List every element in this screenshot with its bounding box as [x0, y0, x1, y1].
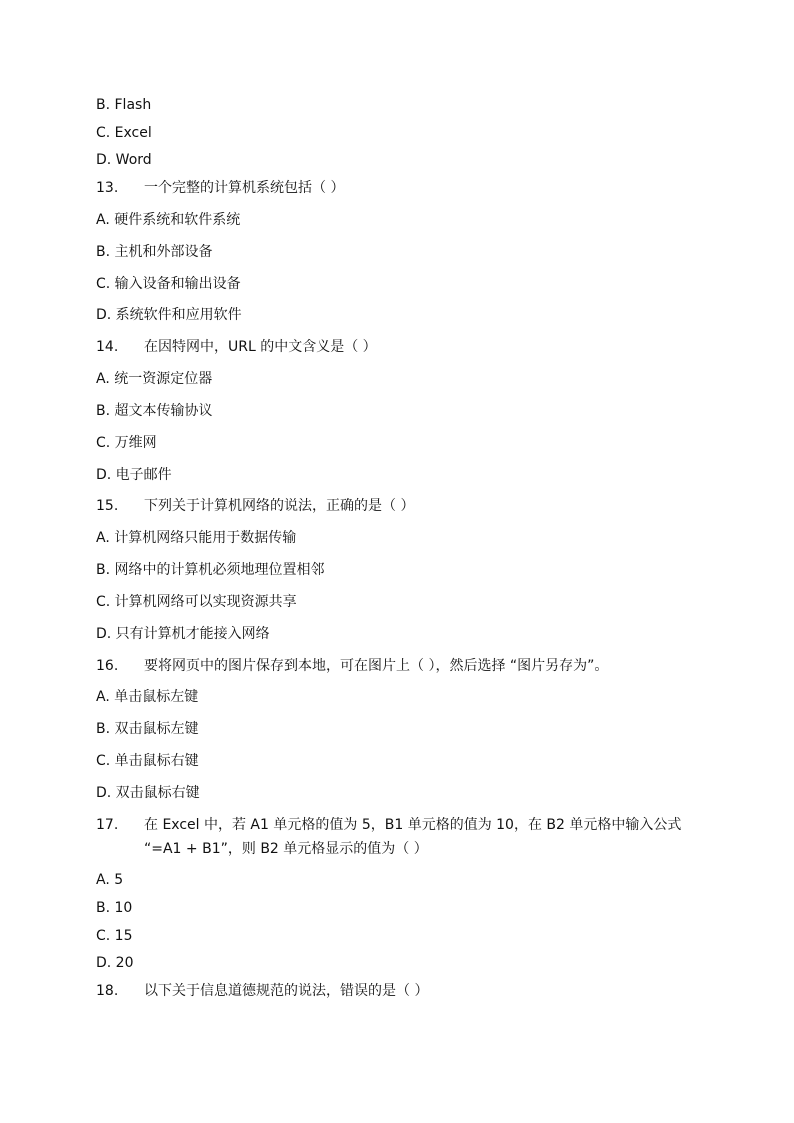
option-c: C. 单击鼠标右键	[96, 753, 199, 769]
question-text: 在因特网中，URL 的中文含义是（ ）	[144, 339, 377, 355]
question-number: 14.	[96, 339, 119, 355]
option-a: A. 计算机网络只能用于数据传输	[96, 530, 297, 546]
option-c: C. 计算机网络可以实现资源共享	[96, 594, 297, 610]
option-c: C. 万维网	[96, 435, 157, 451]
question-16	[96, 657, 608, 675]
option-a: A. 统一资源定位器	[96, 371, 213, 387]
question-text: 在 Excel 中，若 A1 单元格的值为 5，B1 单元格的值为 10，在 B2 单元格中输入公式	[144, 817, 682, 833]
question-number: 13.	[96, 180, 119, 196]
question-number: 17.	[96, 817, 119, 833]
question-number: 18.	[96, 983, 119, 999]
question-text: 下列关于计算机网络的说法，正确的是（ ）	[144, 498, 415, 514]
option-d: D. 只有计算机才能接入网络	[96, 626, 270, 642]
question-text: 一个完整的计算机系统包括（ ）	[144, 180, 345, 196]
option-a: A. 硬件系统和软件系统	[96, 212, 241, 228]
option-d: D. 电子邮件	[96, 467, 172, 483]
question-17	[96, 816, 681, 834]
option-b: B. 网络中的计算机必须地理位置相邻	[96, 562, 325, 578]
option-d: D. Word	[96, 152, 152, 168]
question-text: 以下关于信息道德规范的说法，错误的是（ ）	[144, 983, 429, 999]
option-d: D. 20	[96, 955, 134, 971]
option-d: D. 双击鼠标右键	[96, 785, 200, 801]
option-d: D. 系统软件和应用软件	[96, 307, 242, 323]
option-c: C. 15	[96, 928, 133, 944]
option-c: C. Excel	[96, 125, 152, 141]
option-b: B. 双击鼠标左键	[96, 721, 199, 737]
question-18	[96, 982, 428, 1000]
question-15	[96, 497, 414, 515]
question-14	[96, 338, 377, 356]
option-b: B. 10	[96, 900, 133, 916]
question-number: 16.	[96, 658, 119, 674]
question-text-continued: “=A1 + B1”，则 B2 单元格显示的值为（ ）	[144, 841, 428, 857]
option-b: B. Flash	[96, 97, 152, 113]
question-text: 要将网页中的图片保存到本地，可在图片上（ ），然后选择 “图片另存为”。	[144, 658, 609, 674]
option-a: A. 5	[96, 872, 124, 888]
option-b: B. 超文本传输协议	[96, 403, 213, 419]
question-13	[96, 179, 344, 197]
option-b: B. 主机和外部设备	[96, 244, 213, 260]
option-c: C. 输入设备和输出设备	[96, 276, 241, 292]
question-number: 15.	[96, 498, 119, 514]
option-a: A. 单击鼠标左键	[96, 689, 199, 705]
